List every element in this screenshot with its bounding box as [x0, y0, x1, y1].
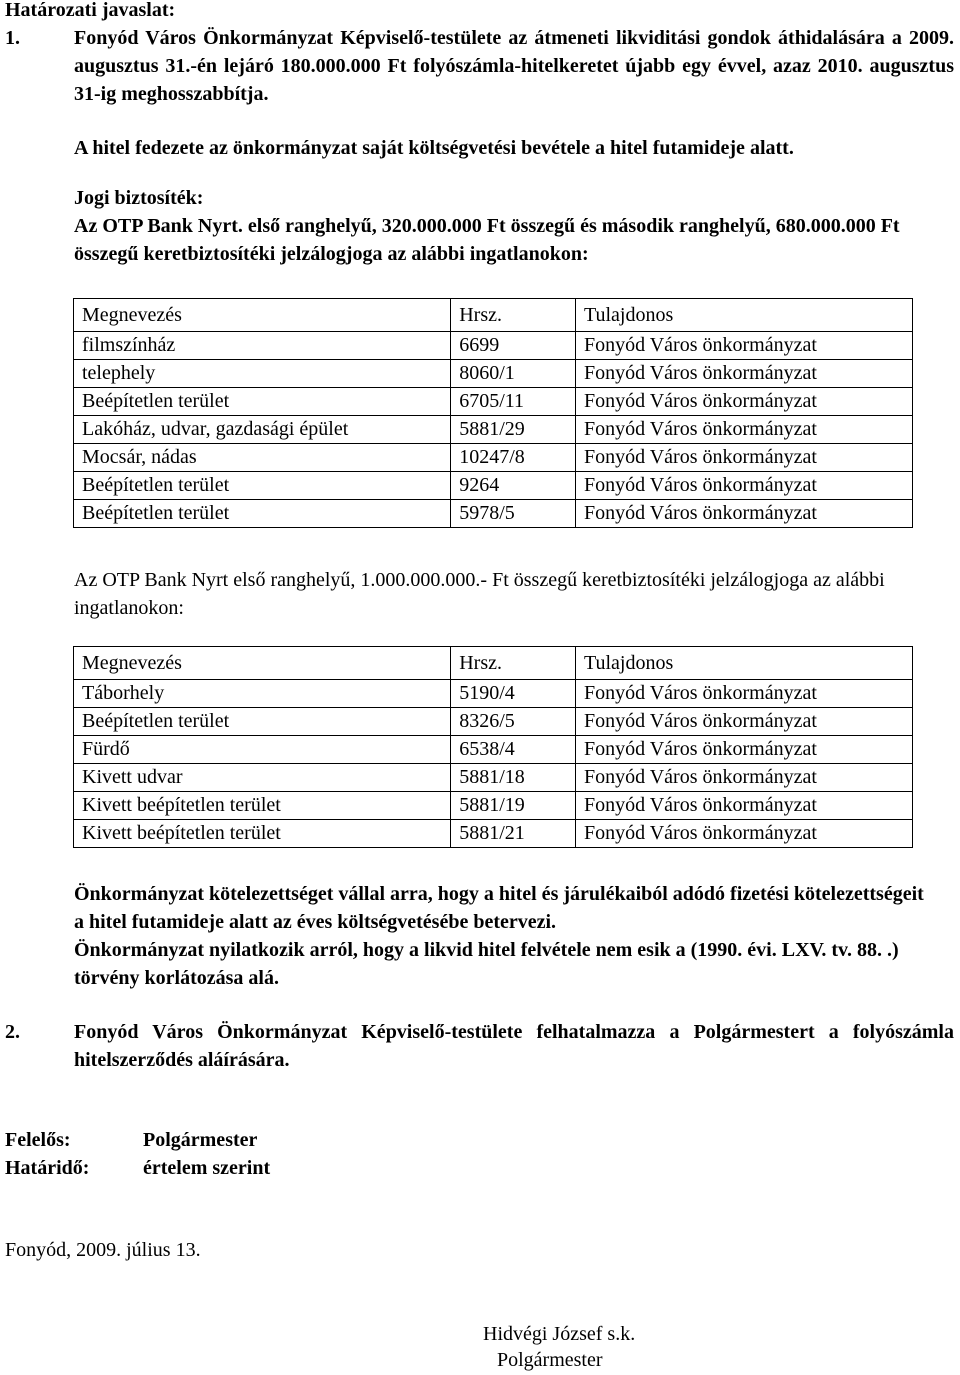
- table-row: [74, 472, 913, 500]
- table-row: [74, 764, 913, 792]
- second-lien-text: Az OTP Bank Nyrt első ranghelyű, 1.000.000.000.- Ft összegű keretbiztosítéki jelzálogjoga az alábbi ingatlanokon:: [74, 569, 885, 619]
- cell-name: Kivett udvar: [74, 764, 451, 792]
- cell-owner: Fonyód Város önkormányzat: [575, 736, 912, 764]
- table-row: [74, 444, 913, 472]
- property-table-1: [73, 298, 913, 528]
- coverage-text: A hitel fedezete az önkormányzat saját költségvetési bevétele a hitel futamideje alatt.: [74, 137, 794, 159]
- obligation-text: Önkormányzat kötelezettséget vállal arra, hogy a hitel és járulékaiból adódó fizetési kötelezettségeit a hitel futamideje alatt az éves költségvetésébe betervezi.: [74, 883, 924, 933]
- responsible-row: [5, 1126, 257, 1154]
- cell-name: telephely: [74, 360, 451, 388]
- column-header-owner: Tulajdonos: [575, 647, 912, 680]
- table-row: [74, 332, 913, 360]
- table-row: [74, 500, 913, 528]
- cell-hrsz: 5881/21: [451, 820, 576, 848]
- cell-name: Beépítetlen terület: [74, 472, 451, 500]
- cell-owner: Fonyód Város önkormányzat: [575, 764, 912, 792]
- deadline-value: értelem szerint: [143, 1157, 271, 1179]
- proposal-heading: Határozati javaslat:: [5, 0, 176, 21]
- cell-owner: Fonyód Város önkormányzat: [575, 360, 912, 388]
- cell-owner: Fonyód Város önkormányzat: [575, 680, 912, 708]
- table-row: [74, 388, 913, 416]
- responsible-value: Polgármester: [143, 1129, 258, 1151]
- guarantee-title: Jogi biztosíték:: [74, 187, 204, 209]
- cell-hrsz: 5190/4: [451, 680, 576, 708]
- cell-name: Beépítetlen terület: [74, 708, 451, 736]
- cell-name: Kivett beépítetlen terület: [74, 792, 451, 820]
- cell-owner: Fonyód Város önkormányzat: [575, 444, 912, 472]
- cell-owner: Fonyód Város önkormányzat: [575, 708, 912, 736]
- responsible-label: Felelős:: [5, 1129, 71, 1151]
- cell-owner: Fonyód Város önkormányzat: [575, 332, 912, 360]
- place-date: Fonyód, 2009. július 13.: [5, 1239, 201, 1261]
- cell-hrsz: 8326/5: [451, 708, 576, 736]
- deadline-label: Határidő:: [5, 1157, 90, 1179]
- cell-owner: Fonyód Város önkormányzat: [575, 416, 912, 444]
- cell-hrsz: 9264: [451, 472, 576, 500]
- cell-hrsz: 5978/5: [451, 500, 576, 528]
- item-1-number: 1.: [5, 27, 20, 49]
- column-header-owner: Tulajdonos: [575, 299, 912, 332]
- property-table-2: [73, 646, 913, 848]
- cell-owner: Fonyód Város önkormányzat: [575, 792, 912, 820]
- cell-owner: Fonyód Város önkormányzat: [575, 500, 912, 528]
- cell-hrsz: 6538/4: [451, 736, 576, 764]
- cell-owner: Fonyód Város önkormányzat: [575, 472, 912, 500]
- table-header-row: [74, 647, 913, 680]
- table-row: [74, 820, 913, 848]
- column-header-hrsz: Hrsz.: [451, 647, 576, 680]
- cell-hrsz: 10247/8: [451, 444, 576, 472]
- cell-name: Kivett beépítetlen terület: [74, 820, 451, 848]
- table-header-row: [74, 299, 913, 332]
- cell-hrsz: 6699: [451, 332, 576, 360]
- table-row: [74, 360, 913, 388]
- cell-name: Beépítetlen terület: [74, 500, 451, 528]
- table-row: [74, 792, 913, 820]
- cell-hrsz: 8060/1: [451, 360, 576, 388]
- cell-name: Beépítetlen terület: [74, 388, 451, 416]
- signature-title: Polgármester: [497, 1349, 603, 1371]
- cell-name: filmszínház: [74, 332, 451, 360]
- cell-hrsz: 5881/29: [451, 416, 576, 444]
- item-1-text: Fonyód Város Önkormányzat Képviselő-testülete az átmeneti likviditási gondok áthidalására a 2009. augusztus 31.-én lejáró 180.000.000 Ft folyószámla-hitelkeretet újabb egy évvel, azaz 2010. augusztus 31-ig meghosszabbítja.: [74, 27, 954, 105]
- item-2-text: Fonyód Város Önkormányzat Képviselő-testülete felhatalmazza a Polgármestert a folyószámla hitelszerződés aláírására.: [74, 1021, 954, 1071]
- declaration-text: Önkormányzat nyilatkozik arról, hogy a likvid hitel felvétele nem esik a (1990. évi. LXV. tv. 88. .) törvény korlátozása alá.: [74, 939, 899, 989]
- signature-name: Hidvégi József s.k.: [483, 1323, 636, 1345]
- column-header-name: Megnevezés: [74, 299, 451, 332]
- table-row: [74, 736, 913, 764]
- column-header-hrsz: Hrsz.: [451, 299, 576, 332]
- column-header-name: Megnevezés: [74, 647, 451, 680]
- cell-hrsz: 5881/19: [451, 792, 576, 820]
- cell-owner: Fonyód Város önkormányzat: [575, 820, 912, 848]
- cell-name: Lakóház, udvar, gazdasági épület: [74, 416, 451, 444]
- table-row: [74, 680, 913, 708]
- cell-name: Mocsár, nádas: [74, 444, 451, 472]
- guarantee-text: Az OTP Bank Nyrt. első ranghelyű, 320.000.000 Ft összegű és második ranghelyű, 680.000.000 Ft összegű keretbiztosítéki jelzálogjoga az alábbi ingatlanokon:: [74, 215, 900, 265]
- cell-owner: Fonyód Város önkormányzat: [575, 388, 912, 416]
- cell-name: Táborhely: [74, 680, 451, 708]
- table-row: [74, 416, 913, 444]
- table-row: [74, 708, 913, 736]
- cell-hrsz: 5881/18: [451, 764, 576, 792]
- item-2-number: 2.: [5, 1021, 20, 1043]
- cell-name: Fürdő: [74, 736, 451, 764]
- cell-hrsz: 6705/11: [451, 388, 576, 416]
- deadline-row: [5, 1154, 270, 1182]
